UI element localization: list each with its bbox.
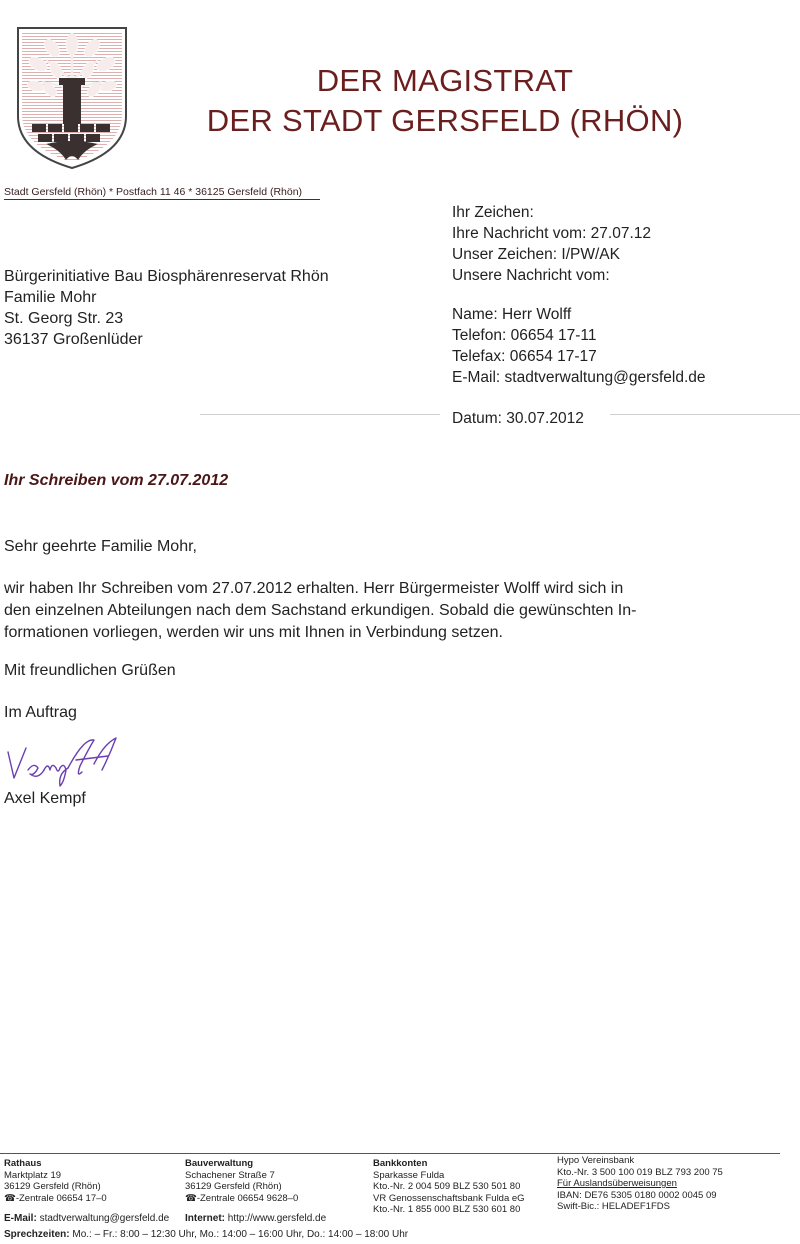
letter-subject: Ihr Schreiben vom 27.07.2012 [4,472,229,489]
footer-rathaus-street: Marktplatz 19 [4,1169,62,1181]
ref-email: E-Mail: stadtverwaltung@gersfeld.de [452,369,706,386]
ref-spacer [452,286,706,304]
footer-bank-2-account: Kto.-Nr. 1 855 000 BLZ 530 601 80 [373,1204,521,1215]
footer-bankkonten [373,1158,525,1216]
footer-bauverwaltung-phone: ☎-Zentrale 06654 9628–0 [185,1192,299,1204]
footer-hypo-swift: Swift-Bic.: HELADEF1FDS [557,1201,670,1212]
footer-bank-2: VR Genossenschaftsbank Fulda eG [373,1192,525,1204]
ref-telefax: Telefax: 06654 17-17 [452,348,597,365]
footer-hypo-bank: Hypo Vereinsbank [557,1155,635,1166]
footer-bauverwaltung-street: Schachener Straße 7 [185,1169,275,1181]
footer-divider [0,1153,780,1154]
footer-rathaus-head: Rathaus [4,1158,42,1169]
page-title-line-1: DER MAGISTRAT [316,63,574,98]
footer-hours-label: Sprechzeiten: [4,1229,70,1240]
scan-artifact-line [200,414,440,415]
letter-body-line: formationen vorliegen, werden wir uns mit Ihnen in Verbindung setzen. [4,624,503,641]
footer-bauverwaltung [185,1158,298,1204]
footer-hypo-foreign: Für Auslandsüberweisungen [557,1178,677,1189]
gersfeld-coat-of-arms [12,24,132,172]
footer-hypo-account: Kto.-Nr. 3 500 100 019 BLZ 793 200 75 [557,1166,723,1178]
ref-contact-name: Name: Herr Wolff [452,306,572,323]
footer-hypo [557,1155,723,1213]
letter-date: Datum: 30.07.2012 [452,410,584,427]
handwritten-signature [4,734,134,788]
footer-bank-1: Sparkasse Fulda [373,1169,445,1181]
footer-hours-value: Mo.: – Fr.: 8:00 – 12:30 Uhr, Mo.: 14:00 – 16:00 Uhr, Do.: 14:00 – 18:00 Uhr [72,1229,409,1240]
footer-email-value: stadtverwaltung@gersfeld.de [39,1213,170,1224]
footer-bank-1-account: Kto.-Nr. 2 004 509 BLZ 530 501 80 [373,1181,521,1192]
footer-email [4,1213,169,1224]
letter-body-line: den einzelnen Abteilungen nach dem Sachstand erkundigen. Sobald die gewünschten In- [4,602,637,619]
letter-salutation: Sehr geehrte Familie Mohr, [4,538,197,555]
letter-body [4,578,744,644]
recipient-city: 36137 Großenlüder [4,331,143,348]
ref-unser-zeichen: Unser Zeichen: I/PW/AK [452,246,620,263]
footer-internet-label: Internet: [185,1213,225,1224]
footer-rathaus-phone: ☎-Zentrale 06654 17–0 [4,1192,107,1204]
scan-artifact-line [610,414,800,415]
footer-rathaus [4,1158,107,1204]
footer-bauverwaltung-head: Bauverwaltung [185,1158,254,1169]
page-title-line-2: DER STADT GERSFELD (RHÖN) [206,103,684,138]
footer-internet [185,1213,326,1224]
footer-hypo-iban: IBAN: DE76 5305 0180 0002 0045 09 [557,1189,717,1201]
footer-bankkonten-head: Bankkonten [373,1158,428,1169]
recipient-organization: Bürgerinitiative Bau Biosphärenreservat Rhön [4,268,329,285]
letter-closing: Mit freundlichen Grüßen [4,662,176,679]
recipient-address [4,266,329,350]
ref-unsere-nachricht: Unsere Nachricht vom: [452,267,610,284]
reference-block [452,202,706,388]
letter-body-line: wir haben Ihr Schreiben vom 27.07.2012 erhalten. Herr Bürgermeister Wolff wird sich in [4,580,624,597]
recipient-name: Familie Mohr [4,289,97,306]
sender-address-line: Stadt Gersfeld (Rhön) * Postfach 11 46 * 36125 Gersfeld (Rhön) [4,186,320,200]
ref-ihr-zeichen: Ihr Zeichen: [452,204,534,221]
footer-rathaus-city: 36129 Gersfeld (Rhön) [4,1181,101,1192]
footer-bauverwaltung-city: 36129 Gersfeld (Rhön) [185,1181,282,1192]
letter-im-auftrag: Im Auftrag [4,704,77,721]
ref-telefon: Telefon: 06654 17-11 [452,327,597,344]
ref-ihre-nachricht: Ihre Nachricht vom: 27.07.12 [452,225,652,242]
footer-office-hours [4,1229,408,1240]
footer-internet-value: http://www.gersfeld.de [227,1213,327,1224]
recipient-street: St. Georg Str. 23 [4,310,124,327]
signer-name: Axel Kempf [4,790,86,807]
footer-email-label: E-Mail: [4,1213,37,1224]
